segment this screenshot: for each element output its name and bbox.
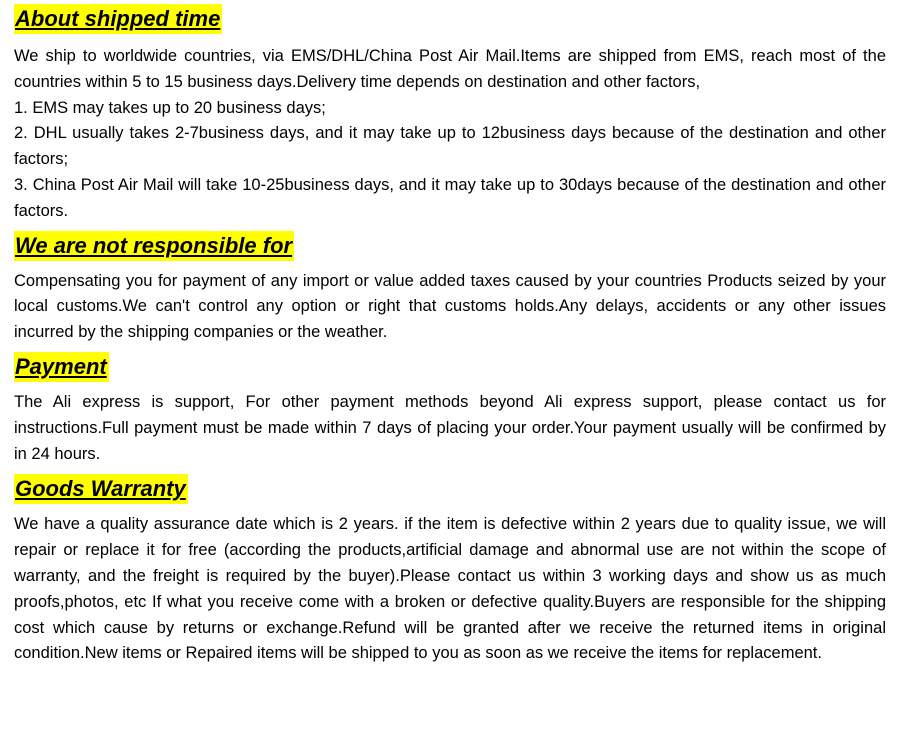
paragraph: The Ali express is support, For other payment methods beyond Ali express support, please contact us for instructions.Full payment must be made within 7 days of placing your order.Your payment usually will be confirmed by in 24 hours. [14, 392, 886, 463]
section-heading: Payment [14, 352, 109, 382]
section-shipping-time [14, 0, 886, 225]
section-heading: Goods Warranty [14, 474, 188, 504]
section-heading: We are not responsible for [14, 231, 294, 261]
section-not-responsible [14, 225, 886, 346]
section-goods-warranty [14, 467, 886, 667]
list-item: 1. EMS may takes up to 20 business days; [14, 98, 326, 117]
paragraph: We have a quality assurance date which is 2 years. if the item is defective within 2 years due to quality issue, we will repair or replace it for free (according the products,artificial damage and abnormal use are not within the scope of warranty, and the freight is required by the buyer).Please contact us within 3 working days and show us as much proofs,photos, etc If what you receive come with a broken or defective quality.Buyers are responsible for the shipping cost which cause by returns or exchange.Refund will be granted after we receive the returned items in original condition.New items or Repaired items will be shipped to you as soon as we receive the items for replacement. [14, 515, 886, 663]
list-item: 2. DHL usually takes 2-7business days, and it may take up to 12business days because of the destination and other factors; [14, 124, 886, 169]
section-heading: About shipped time [14, 4, 222, 34]
paragraph: Compensating you for payment of any import or value added taxes caused by your countries Products seized by your local customs.We can't control any option or right that customs holds.Any delays, accidents or any other issues incurred by the shipping companies or the weather. [14, 271, 886, 342]
list-item: 3. China Post Air Mail will take 10-25business days, and it may take up to 30days because of the destination and other factors. [14, 175, 886, 220]
paragraph: We ship to worldwide countries, via EMS/DHL/China Post Air Mail.Items are shipped from EMS, reach most of the countries within 5 to 15 business days.Delivery time depends on destination and other factors, [14, 47, 886, 91]
section-payment [14, 346, 886, 467]
